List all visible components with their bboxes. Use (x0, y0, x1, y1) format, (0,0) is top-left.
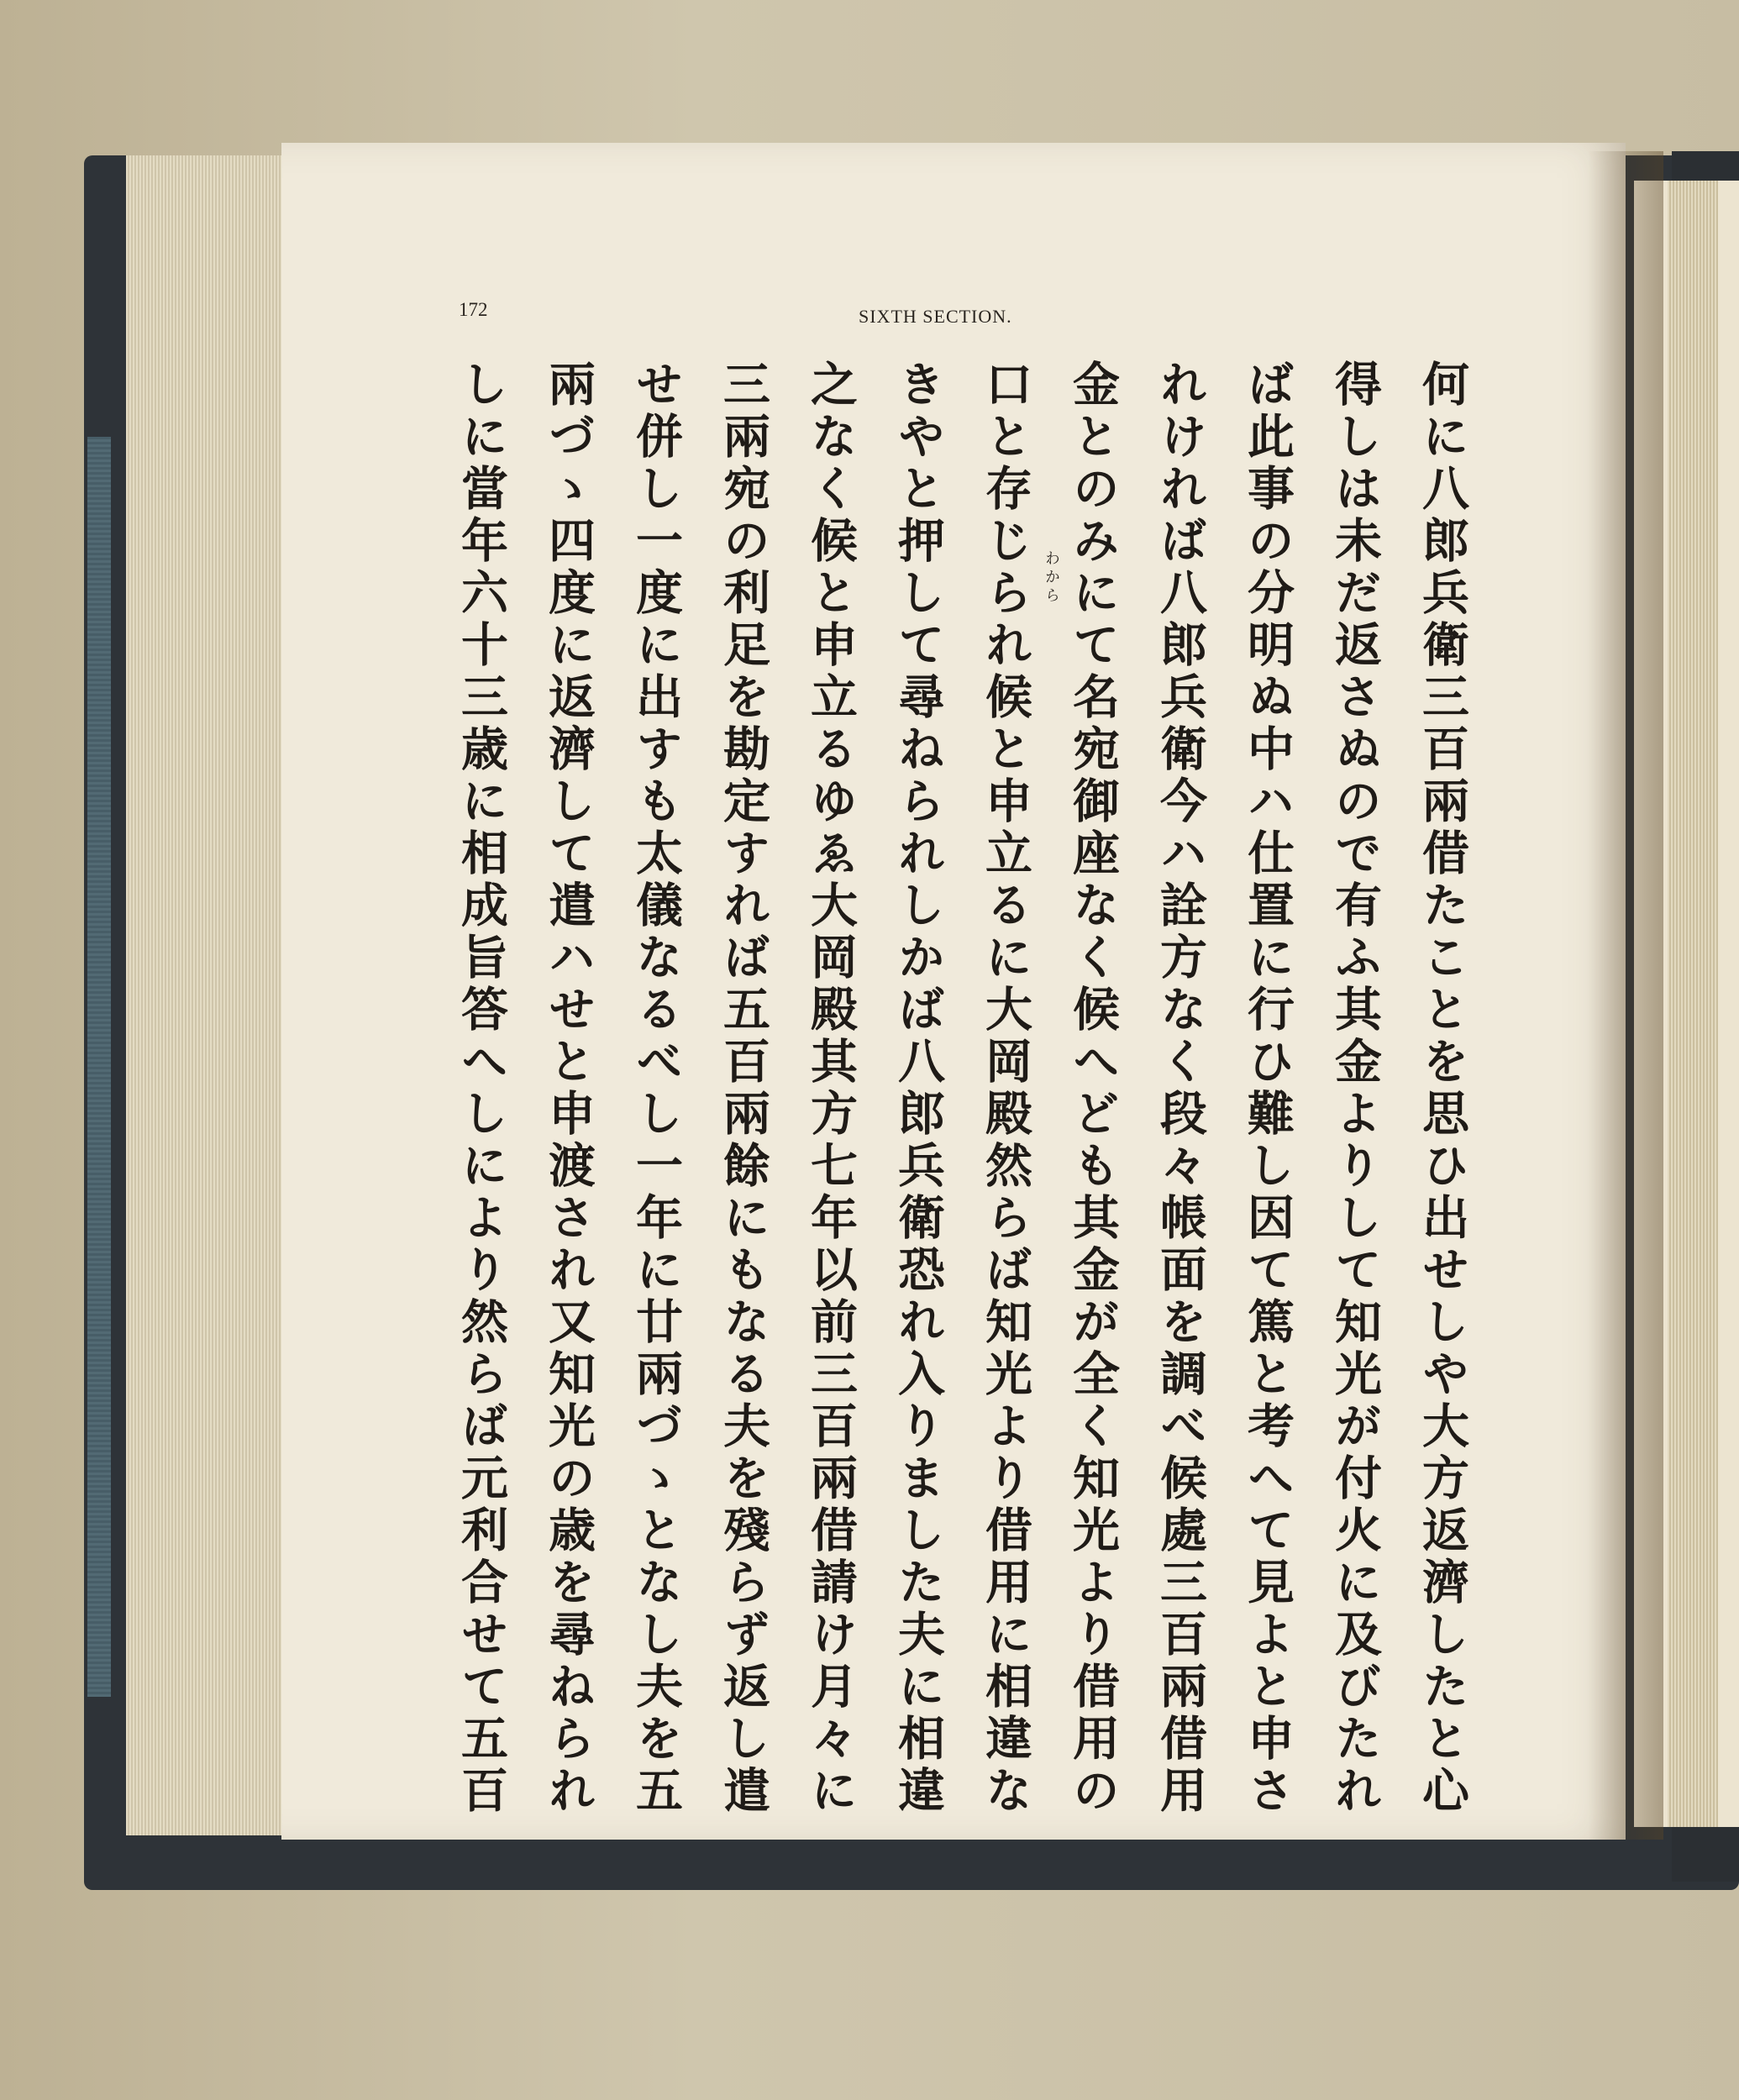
text-column-1: 何に八郎兵衛三百兩借たことを思ひ出せしや大方返濟したと心 (1415, 360, 1470, 1818)
running-header: SIXTH SECTION. (859, 306, 1012, 327)
page-edges-right (1668, 181, 1718, 1827)
text-column-5: 金とのみにて名宛御座なく候へども其金が全く知光より借用の (1065, 360, 1121, 1818)
text-column-6: 口と存じられ候と申立るに大岡殿然らば知光より借用に相違な (978, 360, 1033, 1818)
page-gutter-shadow (1588, 151, 1663, 1840)
text-column-8: 之なく候と申立るゆゑ大岡殿其方七年以前三百兩借請け月々に (803, 360, 859, 1818)
furigana-annotation: わから (1043, 550, 1060, 606)
text-column-2: 得しは未だ返さぬので有ふ其金よりして知光が付火に及びたれ (1327, 360, 1383, 1818)
text-column-10: せ併し一度に出すも太儀なるべし一年に廿兩づゝとなし夫を五 (628, 360, 684, 1818)
vertical-text-body (454, 360, 1470, 1818)
page-edges-left (126, 155, 294, 1835)
page-number: 172 (459, 299, 488, 320)
text-column-11: 兩づゝ四度に返濟して遣ハせと申渡され又知光の歳を尋ねられ (541, 360, 596, 1818)
text-column-9: 三兩宛の利足を勘定すれば五百兩餘にもなる夫を殘らず返し遣 (716, 360, 771, 1818)
text-column-4: れければ八郎兵衛今ハ詮方なく段々帳面を調べ候處三百兩借用 (1153, 360, 1208, 1818)
text-column-3: ば此事の分明ぬ中ハ仕置に行ひ難し因て篤と考へて見よと申さ (1240, 360, 1295, 1818)
book-spine-cloth (87, 437, 111, 1697)
text-column-12: しに當年六十三歳に相成旨答へしにより然らば元利合せて五百 (454, 360, 509, 1818)
text-column-7: きやと押して尋ねられしかば八郎兵衛恐れ入りました夫に相違 (891, 360, 946, 1818)
